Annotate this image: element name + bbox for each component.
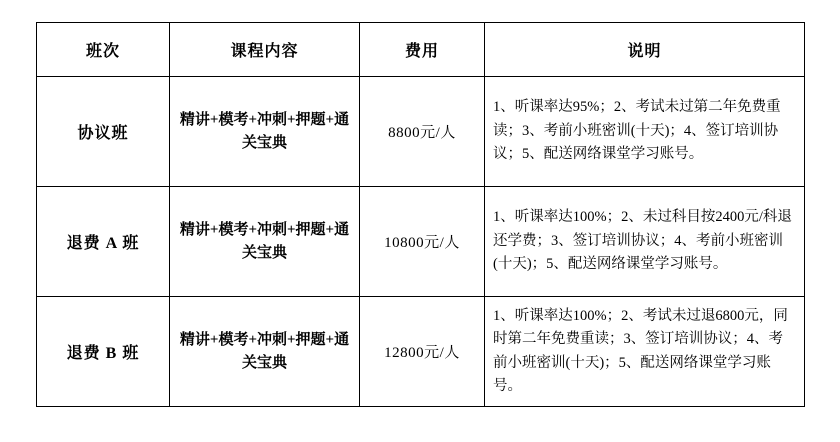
cell-description: 1、听课率达100%；2、未过科目按2400元/科退还学费；3、签订培训协议；4、考前小班密训(十天)；5、配送网络课堂学习账号。 [485, 187, 805, 297]
table-row [37, 77, 805, 187]
cell-fee: 8800元/人 [360, 77, 485, 187]
table-body [37, 77, 805, 407]
table-header-row [37, 23, 805, 77]
table-row [37, 187, 805, 297]
course-pricing-table [36, 22, 805, 407]
cell-fee: 12800元/人 [360, 297, 485, 407]
table-row [37, 297, 805, 407]
column-header-class: 班次 [37, 23, 170, 77]
column-header-fee: 费用 [360, 23, 485, 77]
column-header-content: 课程内容 [170, 23, 360, 77]
table-header [37, 23, 805, 77]
cell-fee: 10800元/人 [360, 187, 485, 297]
column-header-description: 说明 [485, 23, 805, 77]
cell-description: 1、听课率达100%；2、考试未过退6800元，同时第二年免费重读；3、签订培训协议；4、考前小班密训(十天)；5、配送网络课堂学习账号。 [485, 297, 805, 407]
cell-class-name: 退费 B 班 [37, 297, 170, 407]
cell-description: 1、听课率达95%；2、考试未过第二年免费重读；3、考前小班密训(十天)；4、签订培训协议；5、配送网络课堂学习账号。 [485, 77, 805, 187]
cell-class-name: 退费 A 班 [37, 187, 170, 297]
cell-course-content: 精讲+模考+冲刺+押题+通关宝典 [170, 297, 360, 407]
cell-course-content: 精讲+模考+冲刺+押题+通关宝典 [170, 77, 360, 187]
cell-course-content: 精讲+模考+冲刺+押题+通关宝典 [170, 187, 360, 297]
cell-class-name: 协议班 [37, 77, 170, 187]
